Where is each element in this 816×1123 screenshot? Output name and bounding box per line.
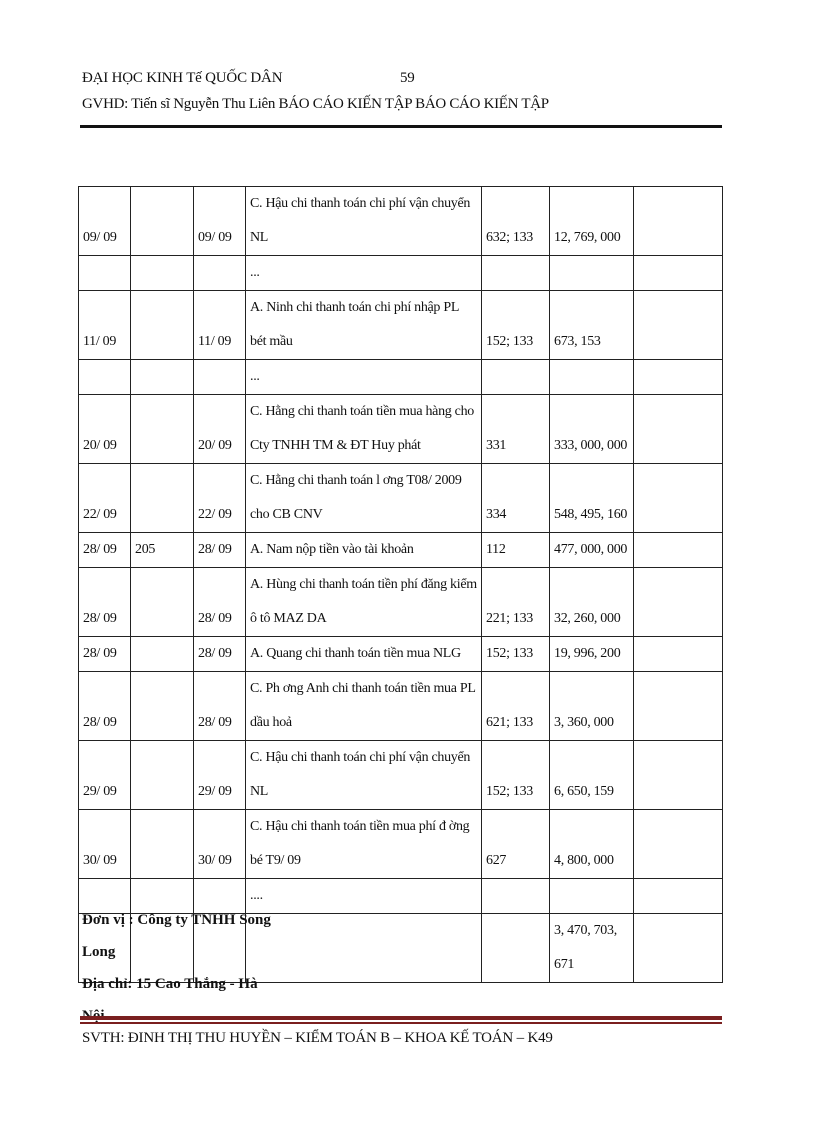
- cell-no: [131, 256, 194, 291]
- cell-d1: 11/ 09: [79, 291, 131, 360]
- cell-desc: A. Nam nộp tiền vào tài khoản: [246, 533, 482, 568]
- cell-amount: 6, 650, 159: [550, 741, 634, 810]
- cell-blank: [634, 360, 723, 395]
- table-row: [79, 568, 723, 637]
- cell-desc: A. Hùng chi thanh toán tiền phí đăng kiểm ô tô MAZ DA: [246, 568, 482, 637]
- cell-blank: [634, 291, 723, 360]
- cell-blank: [634, 187, 723, 256]
- cell-desc: C. Ph ơng Anh chi thanh toán tiền mua PL dầu hoả: [246, 672, 482, 741]
- unit-info: [82, 904, 282, 1032]
- cell-d1: 20/ 09: [79, 395, 131, 464]
- cell-no: [131, 672, 194, 741]
- cell-blank: [634, 637, 723, 672]
- cell-d1: 30/ 09: [79, 810, 131, 879]
- ledger-table: [78, 186, 723, 983]
- unit-address: Địa chỉ: 15 Cao Thắng - Hà: [82, 976, 258, 992]
- cell-blank: [634, 879, 723, 914]
- table-row: [79, 256, 723, 291]
- cell-no: [131, 464, 194, 533]
- cell-desc: ...: [246, 256, 482, 291]
- cell-amount: 333, 000, 000: [550, 395, 634, 464]
- table-row: [79, 395, 723, 464]
- cell-no: 205: [131, 533, 194, 568]
- ledger-body: [79, 187, 723, 983]
- cell-blank: [634, 395, 723, 464]
- cell-amount: 477, 000, 000: [550, 533, 634, 568]
- cell-desc: C. Hằng chi thanh toán l ơng T08/ 2009 cho CB CNV: [246, 464, 482, 533]
- cell-d1: 28/ 09: [79, 568, 131, 637]
- cell-acct: 331: [482, 395, 550, 464]
- footer-text: SVTH: ĐINH THỊ THU HUYỀN – KIỂM TOÁN B – KHOA KẾ TOÁN – K49: [82, 1030, 553, 1046]
- cell-acct: 621; 133: [482, 672, 550, 741]
- cell-amount: 548, 495, 160: [550, 464, 634, 533]
- cell-blank: [634, 568, 723, 637]
- cell-desc: ....: [246, 879, 482, 914]
- cell-acct: 627: [482, 810, 550, 879]
- cell-no: [131, 291, 194, 360]
- cell-amount: [550, 879, 634, 914]
- cell-desc: C. Hậu chi thanh toán chi phí vận chuyển NL: [246, 187, 482, 256]
- cell-amount: [550, 256, 634, 291]
- header-line-1: [82, 70, 722, 92]
- cell-desc: C. Hậu chi thanh toán tiền mua phí đ ờng bé T9/ 09: [246, 810, 482, 879]
- cell-no: [131, 395, 194, 464]
- cell-no: [131, 637, 194, 672]
- table-row: [79, 741, 723, 810]
- cell-d1: 28/ 09: [79, 637, 131, 672]
- school-name: ĐẠI HỌC KINH Tế QUỐC DÂN: [82, 70, 283, 86]
- footer-divider: [80, 1016, 722, 1020]
- cell-d2: 28/ 09: [194, 637, 246, 672]
- cell-no: [131, 741, 194, 810]
- cell-d2: 28/ 09: [194, 672, 246, 741]
- cell-amount: 4, 800, 000: [550, 810, 634, 879]
- cell-d2: 09/ 09: [194, 187, 246, 256]
- cell-blank: [634, 464, 723, 533]
- cell-d2: 11/ 09: [194, 291, 246, 360]
- cell-amount: 3, 360, 000: [550, 672, 634, 741]
- cell-d2: [194, 256, 246, 291]
- cell-no: [131, 187, 194, 256]
- cell-blank: [634, 914, 723, 983]
- cell-amount: 32, 260, 000: [550, 568, 634, 637]
- footer-divider-thin: [80, 1022, 722, 1024]
- cell-d1: 28/ 09: [79, 533, 131, 568]
- cell-amount: [550, 360, 634, 395]
- cell-acct: 632; 133: [482, 187, 550, 256]
- cell-d2: 29/ 09: [194, 741, 246, 810]
- cell-d2: 30/ 09: [194, 810, 246, 879]
- unit-name: Đơn vị : Công ty TNHH Song Long: [82, 912, 271, 960]
- table-row: [79, 291, 723, 360]
- cell-acct: 152; 133: [482, 741, 550, 810]
- cell-d2: 28/ 09: [194, 568, 246, 637]
- cell-acct: 221; 133: [482, 568, 550, 637]
- cell-acct: 152; 133: [482, 291, 550, 360]
- cell-d2: 28/ 09: [194, 533, 246, 568]
- table-row: [79, 464, 723, 533]
- cell-d1: [79, 256, 131, 291]
- cell-desc: C. Hậu chi thanh toán chi phí vận chuyển NL: [246, 741, 482, 810]
- cell-amount: 12, 769, 000: [550, 187, 634, 256]
- cell-desc: ...: [246, 360, 482, 395]
- cell-acct: 112: [482, 533, 550, 568]
- cell-d1: 09/ 09: [79, 187, 131, 256]
- table-row: [79, 533, 723, 568]
- cell-acct: [482, 360, 550, 395]
- table-row: [79, 360, 723, 395]
- header-divider: [80, 125, 722, 128]
- cell-acct: [482, 256, 550, 291]
- cell-acct: [482, 914, 550, 983]
- cell-blank: [634, 741, 723, 810]
- cell-d1: 29/ 09: [79, 741, 131, 810]
- cell-amount: 3, 470, 703, 671: [550, 914, 634, 983]
- cell-blank: [634, 810, 723, 879]
- cell-acct: [482, 879, 550, 914]
- cell-blank: [634, 672, 723, 741]
- table-row: [79, 672, 723, 741]
- cell-no: [131, 568, 194, 637]
- cell-no: [131, 810, 194, 879]
- page-number: 59: [400, 70, 415, 86]
- cell-d1: 28/ 09: [79, 672, 131, 741]
- header-line-2: GVHD: Tiến sĩ Nguyễn Thu Liên BÁO CÁO KIẾN TẬP BÁO CÁO KIẾN TẬP: [82, 96, 549, 112]
- cell-d2: 22/ 09: [194, 464, 246, 533]
- cell-blank: [634, 256, 723, 291]
- cell-desc: A. Ninh chi thanh toán chi phí nhập PL bét mầu: [246, 291, 482, 360]
- cell-desc: A. Quang chi thanh toán tiền mua NLG: [246, 637, 482, 672]
- cell-d1: 22/ 09: [79, 464, 131, 533]
- cell-no: [131, 360, 194, 395]
- table-row: [79, 810, 723, 879]
- cell-acct: 334: [482, 464, 550, 533]
- cell-acct: 152; 133: [482, 637, 550, 672]
- cell-amount: 19, 996, 200: [550, 637, 634, 672]
- table-row: [79, 637, 723, 672]
- cell-d1: [79, 360, 131, 395]
- cell-amount: 673, 153: [550, 291, 634, 360]
- cell-blank: [634, 533, 723, 568]
- table-row: [79, 187, 723, 256]
- cell-d2: 20/ 09: [194, 395, 246, 464]
- cell-desc: C. Hằng chi thanh toán tiền mua hàng cho Cty TNHH TM & ĐT Huy phát: [246, 395, 482, 464]
- cell-d2: [194, 360, 246, 395]
